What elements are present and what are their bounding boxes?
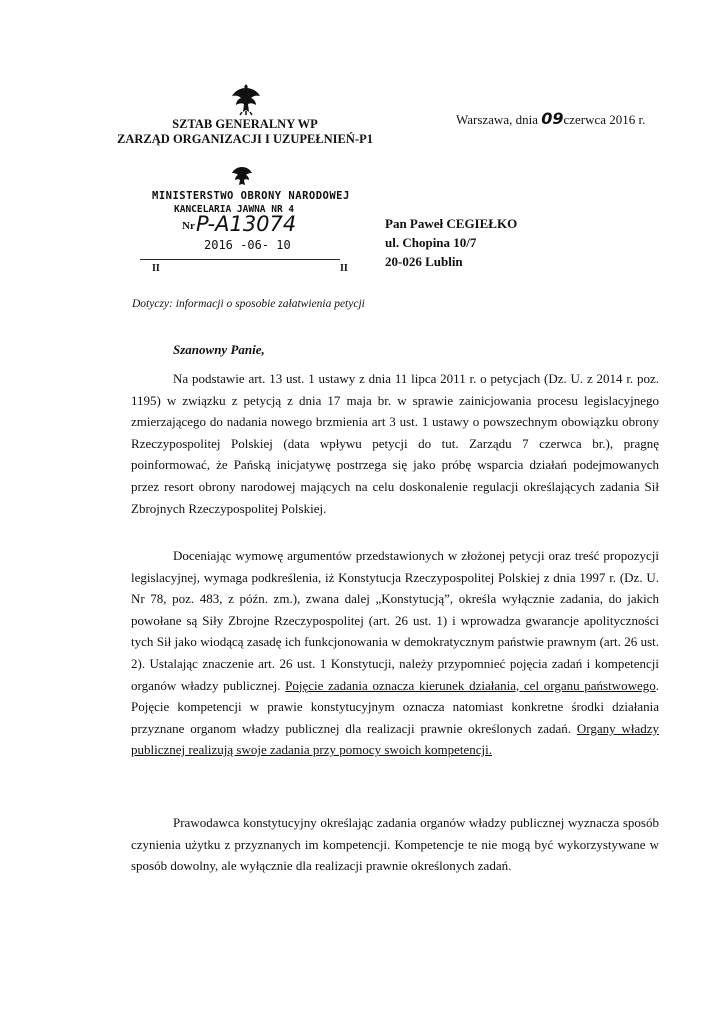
paragraph-3-text: Prawodawca konstytucyjny określając zadania organów władzy publicznej wyznacza sposób czynienia użytku z przyznanych im kompetencji. Kompetencje te nie mogą być wykorzystywane w sposób dowolny, ale wyłącznie dla realizacji prawnie określonych zadań.: [131, 815, 659, 874]
greeting: Szanowny Panie,: [173, 342, 265, 357]
date-suffix: czerwca 2016 r.: [563, 112, 646, 127]
date-day: 09: [541, 109, 564, 128]
stamp-ministry: MINISTERSTWO OBRONY NARODOWEJ: [152, 190, 350, 202]
paragraph-2-part-b: . Pojęcie kompetencji w prawie konstytucyjnym oznacza natomiast konkretne środki działania przyznane organom władzy publicznej dla realizacji prawnie określonych zadań.: [131, 677, 659, 736]
paragraph-2-part-a: Doceniając wymowę argumentów przedstawionych w złożonej petycji oraz treść propozycji legislacyjnej, wymaga podkreślenia, iż Konstytucja Rzeczypospolitej Polskiej z dnia 1997 r. (Dz. U. Nr 78, poz. 483, z późn. zm.), zwana dalej „Konstytucją”, określa wyłącznie zadania, do jakich powołane są Siły Zbrojne Rzeczypospolitej (art. 26 ust. 1) i wprowadza gwarancje apolityczności tych Sił jako wiodącą zasadę ich funkcjonowania w demokratycznym państwie prawnym (art. 26 ust. 2). Ustalając znaczenie art. 26 ust. 1 Konstytucji, należy przypomnieć pojęcia zadań i kompetencji organów władzy publicznej.: [131, 548, 659, 693]
paragraph-1-text: Na podstawie art. 13 ust. 1 ustawy z dnia 11 lipca 2011 r. o petycjach (Dz. U. z 2014 r. poz. 1195) w związku z petycją z dnia 17 maja br. w sprawie zainicjowania procesu legislacyjnego zmierzającego do nadania nowego brzmienia art 3 ust. 1 ustawy o powszechnym obowiązku obrony Rzeczypospolitej Polskiej (data wpływu petycji do tut. Zarządu 7 czerwca br.), pragnę poinformować, że Pańską inicjatywę postrzega się jako próbę wsparcia działań podejmowanych przez resort obrony narodowej mających na celu doskonalenie regulacji określających zadania Sił Zbrojnych Rzeczypospolitej Polskiej.: [131, 371, 659, 516]
stamp-date: 2016 -06- 10: [204, 238, 291, 252]
paragraph-2-text: [131, 545, 659, 761]
paragraph-1: [131, 368, 659, 519]
org-line-2: ZARZĄD ORGANIZACJI I UZUPEŁNIEŃ-P1: [117, 132, 373, 146]
recipient-street: ul. Chopina 10/7: [385, 235, 477, 250]
recipient-address: [385, 214, 517, 271]
underlined-competence-statement: Organy władzy publicznej realizują swoje zadania przy pomocy swoich kompetencji.: [131, 720, 659, 758]
recipient-name: Pan Paweł CEGIEŁKO: [385, 216, 518, 231]
stamp-nr-label: Nr: [182, 220, 195, 232]
stamp-tick-left: II: [152, 263, 160, 274]
recipient-city: 20-026 Lublin: [385, 254, 463, 269]
stamp-eagle-icon: [231, 165, 253, 187]
organization-header: [100, 117, 390, 147]
date-prefix: Warszawa, dnia: [456, 112, 542, 127]
subject-line: Dotyczy: informacji o sposobie załatwienia petycji: [132, 298, 365, 310]
paragraph-3: [131, 812, 659, 877]
stamp-number: P-A13074: [196, 212, 297, 236]
stamp-divider: [140, 259, 340, 260]
org-line-1: SZTAB GENERALNY WP: [172, 117, 318, 131]
stamp-office: KANCELARIA JAWNA NR 4: [174, 204, 295, 215]
paragraph-2: [131, 545, 659, 761]
letter-date: [456, 109, 645, 128]
eagle-emblem-icon: [230, 82, 262, 116]
underlined-task-definition: Pojęcie zadania oznacza kierunek działania, cel organu państwowego: [285, 677, 656, 693]
stamp-tick-right: II: [340, 263, 348, 274]
